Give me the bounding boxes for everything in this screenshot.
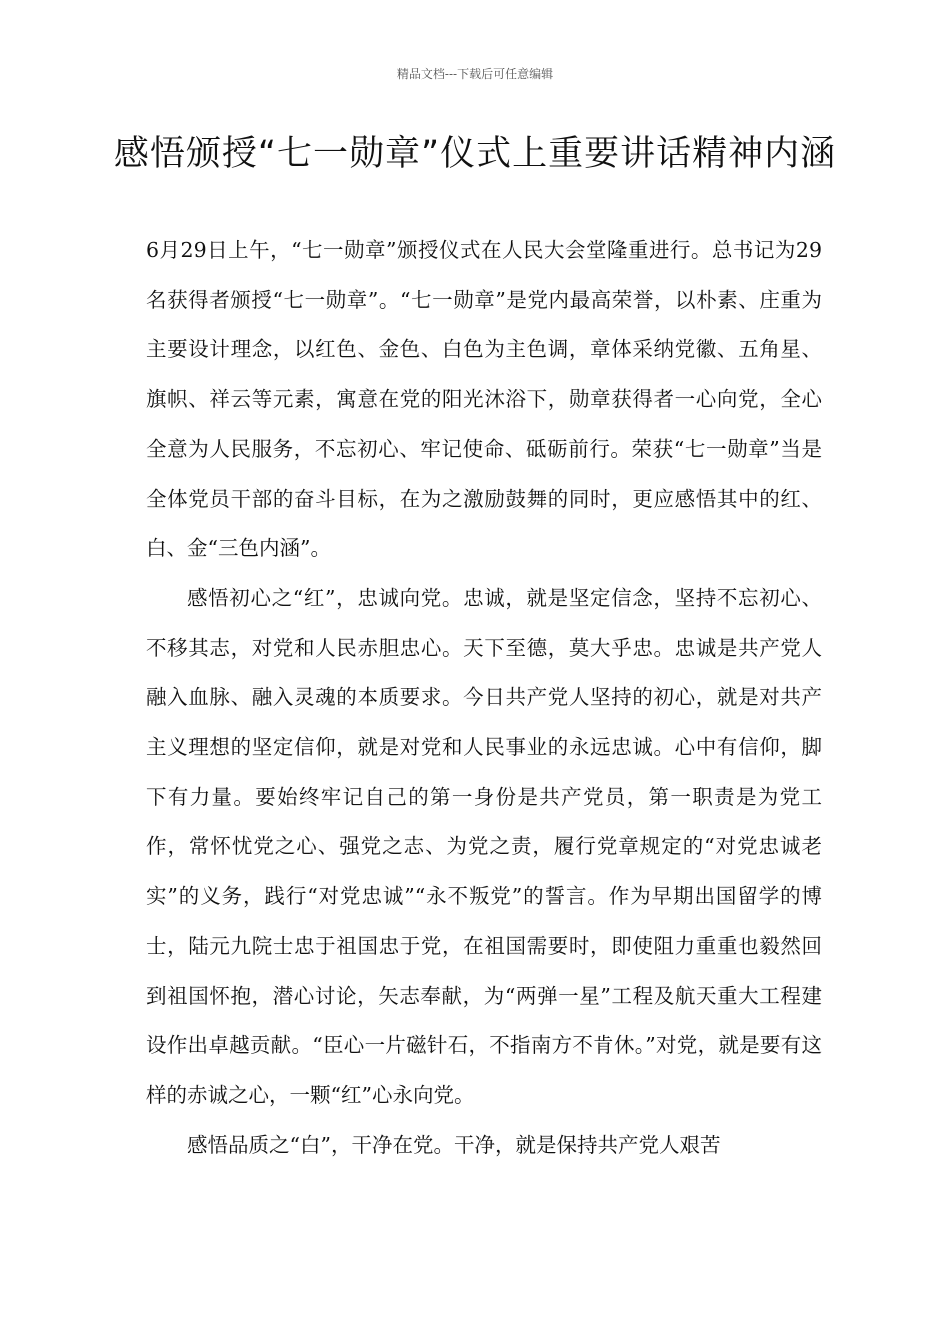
paragraph-intro: 6月29日上午，“七一勋章”颁授仪式在人民大会堂隆重进行。总书记为29名获得者颁授“七一勋章”。“七一勋章”是党内最高荣誉，以朴素、庄重为主要设计理念，以红色、金色、白色为主色调，章体采纳党徽、五角星、旗帜、祥云等元素，寓意在党的阳光沐浴下，勋章获得者一心向党，全心全意为人民服务，不忘初心、牢记使命、砥砺前行。荣获“七一勋章”当是全体党员干部的奋斗目标，在为之激励鼓舞的同时，更应感悟其中的红、白、金“三色内涵”。	[146, 238, 822, 561]
paragraph-red: 感悟初心之“红”，忠诚向党。忠诚，就是坚定信念，坚持不忘初心、不移其志，对党和人民赤胆忠心。天下至德，莫大乎忠。忠诚是共产党人融入血脉、融入灵魂的本质要求。今日共产党人坚持的初心，就是对共产主义理想的坚定信仰，就是对党和人民事业的永远忠诚。心中有信仰，脚下有力量。要始终牢记自己的第一身份是共产党员，第一职责是为党工作，常怀忧党之心、强党之志、为党之责，履行党章规定的“对党忠诚老实”的义务，践行“对党忠诚”“永不叛党”的誓言。作为早期出国留学的博士，陆元九院士忠于祖国忠于党，在祖国需要时，即使阻力重重也毅然回到祖国怀抱，潜心讨论，矢志奉献，为“两弹一星”工程及航天重大工程建设作出卓越贡献。“臣心一片磁针石，不指南方不肯休。”对党，就是要有这样的赤诚之心，一颗“红”心永向党。	[146, 585, 822, 1107]
paragraph-white: 感悟品质之“白”，干净在党。干净，就是保持共产党人艰苦	[187, 1132, 721, 1157]
document-title: 感悟颁授“七一勋章”仪式上重要讲话精神内涵	[113, 134, 837, 174]
header-watermark: 精品文档---下载后可任意编辑	[396, 67, 554, 81]
document-body	[146, 226, 822, 1170]
